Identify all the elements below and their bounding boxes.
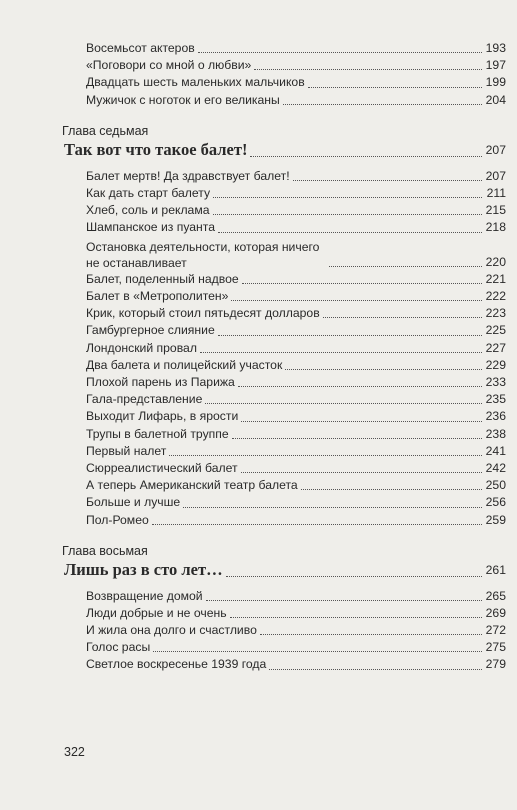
toc-entry-page: 227 [485,340,506,355]
toc-entry-title: Хлеб, соль и реклама [86,203,210,218]
dot-leader [285,369,482,370]
toc-entry [62,340,506,357]
toc-entry-page: 229 [485,357,506,372]
dot-leader [241,472,482,473]
toc-entry [62,408,506,425]
toc-entry-title: Восемьсот актеров [86,40,195,55]
dot-leader [198,52,482,53]
toc-entry-page: 204 [485,92,506,107]
toc-entry-title: Голос расы [86,640,151,655]
dot-leader [152,524,482,525]
toc-entry-title: Больше и лучше [86,495,181,510]
toc-entry-title: Сюрреалистический балет [86,460,238,475]
toc-entry-page: 199 [485,75,506,90]
chapter-title-text: Так вот что такое балет! [64,139,248,159]
dot-leader [183,507,482,508]
toc-entry-page: 218 [485,220,506,235]
toc-entry [62,288,506,305]
toc-entry-title: Первый налет [86,443,167,458]
toc-entry [62,426,506,443]
toc-entry [62,322,506,339]
toc-entry [62,374,506,391]
toc-entry-page: 259 [485,512,506,527]
toc-entry-page: 275 [485,640,506,655]
toc-entry [62,74,506,91]
dot-leader [250,156,482,157]
dot-leader [230,617,482,618]
toc-entry-page: 197 [485,58,506,73]
chapter-label: Глава седьмая [62,123,149,138]
toc-entry [62,57,506,74]
toc-entry-title: Два балета и полицейский участок [86,357,283,372]
toc-entry [62,305,506,322]
toc-entry-page: 256 [485,495,506,510]
dot-leader [260,634,482,635]
toc-entry-page: 250 [485,478,506,493]
toc-entry-title: Лондонский провал [86,340,197,355]
dot-leader [213,197,482,198]
toc-entry-title: Мужичок с ноготок и его великаны [86,92,280,107]
toc-entry [62,460,506,477]
toc-entry [62,605,506,622]
dot-leader [323,317,482,318]
toc-entry [62,357,506,374]
toc-entry [62,202,506,219]
toc-entry-title: Люди добрые и не очень [86,605,227,620]
toc-entry-title: Остановка деятельности, которая ничего не останавливает [86,239,320,270]
toc-entry [62,639,506,656]
toc-entry-page: 272 [485,623,506,638]
toc-entry [62,168,506,185]
toc-entry-title: А теперь Американский театр балета [86,478,298,493]
toc-entry [62,391,506,408]
toc-entry-page: 221 [485,271,506,286]
toc-entry-page: 223 [485,306,506,321]
page-number: 322 [64,745,85,759]
toc-entry-title: Балет в «Метрополитен» [86,289,229,304]
toc-entry-page: 235 [485,392,506,407]
dot-leader [283,104,482,105]
toc-entry-title: Светлое воскресенье 1939 года [86,657,267,672]
dot-leader [153,651,482,652]
dot-leader [232,438,482,439]
dot-leader [293,180,482,181]
toc-entry-page: 233 [485,375,506,389]
toc-entry-title: Возвращение домой [86,588,203,603]
dot-leader [200,352,482,353]
table-of-contents [62,40,506,674]
toc-entry-page: 211 [486,185,506,200]
toc-entry-page: 269 [485,605,506,620]
dot-leader [206,600,482,601]
toc-entry-title: Гамбургерное слияние [86,323,215,338]
dot-leader [231,300,482,301]
toc-entry [62,237,506,271]
toc-entry [62,443,506,460]
toc-entry-title: Балет мертв! Да здравствует балет! [86,168,290,183]
toc-entry-title: Крик, который стоил пятьдесят долларов [86,306,320,321]
dot-leader [329,266,482,267]
toc-entry-title: Шампанское из пуанта [86,220,216,235]
toc-entry-page: 220 [485,254,506,269]
dot-leader [254,69,482,70]
toc-entry-page: 193 [485,40,506,55]
toc-entry-page: 236 [485,409,506,424]
dot-leader [242,283,482,284]
toc-entry-title: Плохой парень из Парижа [86,375,235,389]
toc-entry-title: Выходит Лифарь, в ярости [86,409,239,424]
toc-entry [62,92,506,109]
toc-entry-page: 241 [485,443,506,458]
toc-entry-title: И жила она долго и счастливо [86,623,257,638]
toc-entry [62,588,506,605]
toc-entry-title: Пол-Ромео [86,512,149,527]
dot-leader [301,489,482,490]
toc-entry-title: Трупы в балетной труппе [86,426,229,441]
toc-entry-page: 215 [485,203,506,218]
toc-entry [62,512,506,529]
chapter-page-number: 207 [485,142,506,157]
toc-entry-page: 207 [485,168,506,183]
toc-entry [62,656,506,673]
toc-entry-title: Гала-представление [86,392,203,407]
toc-entry-page: 238 [485,426,506,441]
dot-leader [213,214,483,215]
toc-entry [62,494,506,511]
toc-entry [62,271,506,288]
dot-leader [238,386,482,387]
toc-entry-title: «Поговори со мной о любви» [86,58,252,73]
chapter-label: Глава восьмая [62,543,148,558]
chapter-title [62,139,506,161]
toc-entry [62,219,506,236]
toc-entry [62,622,506,639]
dot-leader [241,421,482,422]
dot-leader [205,403,482,404]
chapter-page-number: 261 [485,562,506,577]
toc-entry-page: 279 [485,657,506,672]
toc-entry-page: 225 [485,323,506,338]
toc-entry [62,477,506,494]
chapter-title [62,559,506,581]
toc-entry [62,185,506,202]
toc-entry-title: Как дать старт балету [86,185,211,200]
dot-leader [226,576,482,577]
toc-entry-page: 222 [485,289,506,304]
dot-leader [169,455,482,456]
toc-entry-title: Двадцать шесть маленьких мальчиков [86,75,305,90]
toc-entry-page: 265 [485,588,506,603]
dot-leader [308,87,482,88]
toc-entry-page: 242 [485,460,506,475]
toc-entry [62,40,506,57]
toc-entry-title: Балет, поделенный надвое [86,271,239,286]
dot-leader [218,335,482,336]
dot-leader [218,232,482,233]
dot-leader [269,669,482,670]
chapter-title-text: Лишь раз в сто лет… [64,559,223,579]
